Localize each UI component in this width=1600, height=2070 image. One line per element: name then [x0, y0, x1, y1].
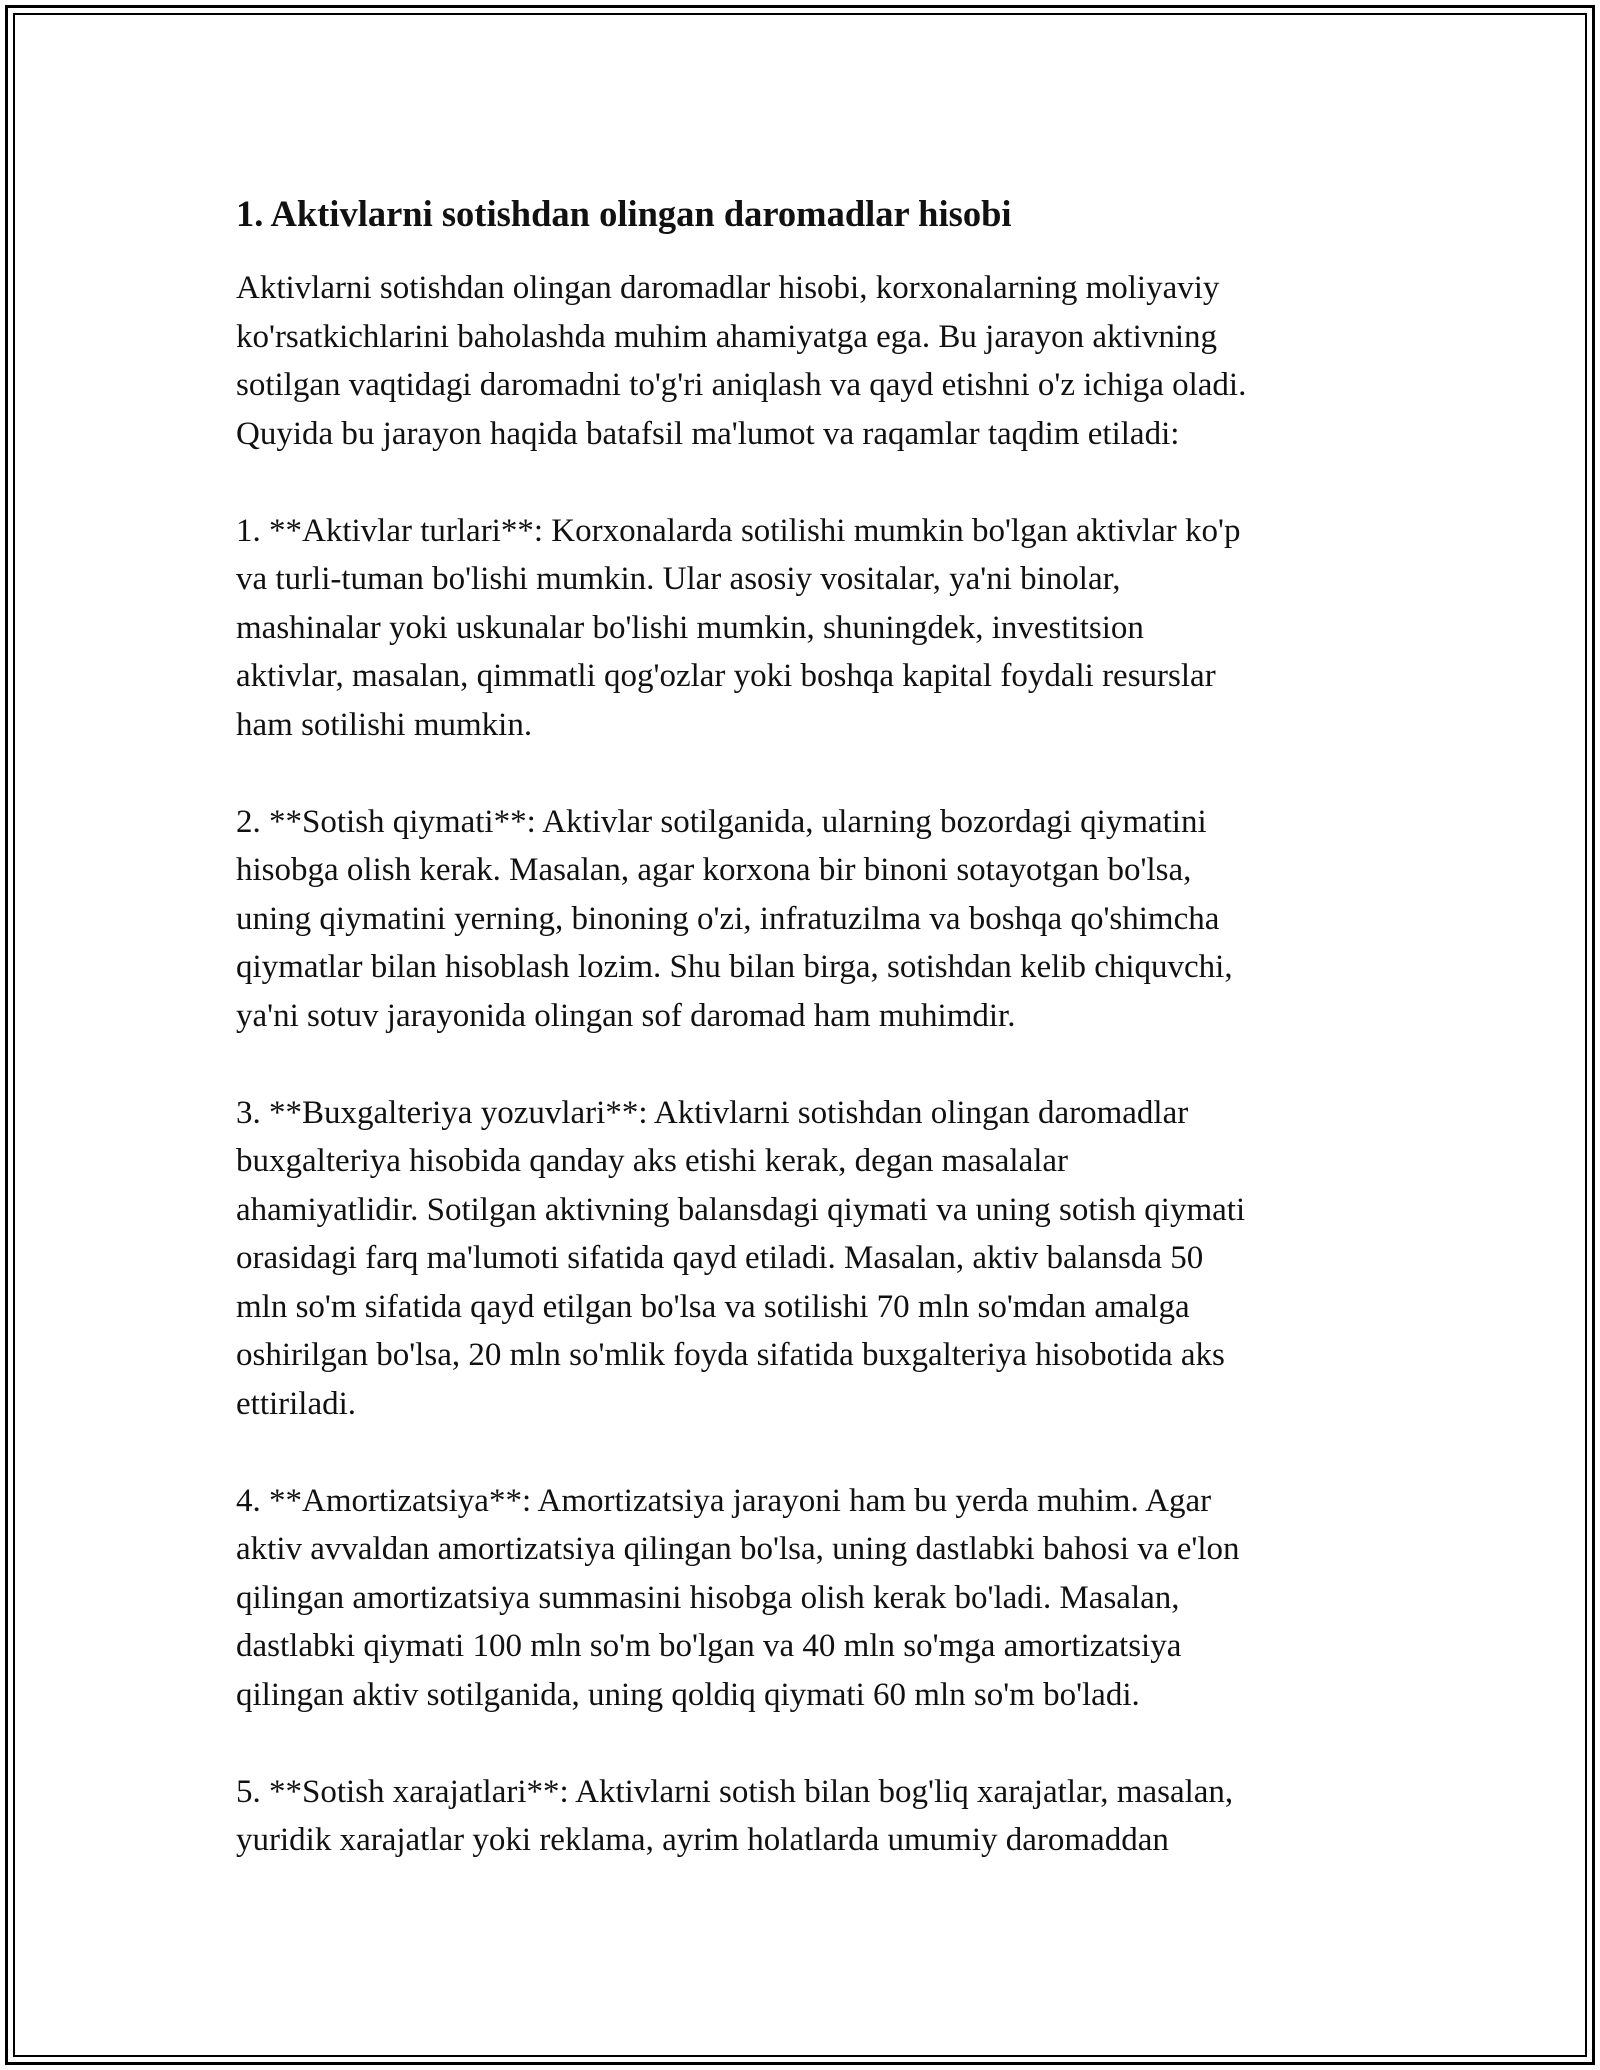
list-item-accounting-entries [236, 1089, 1366, 1429]
text-line: buxgalteriya hisobida qanday aks etishi kerak, degan masalalar [236, 1143, 1069, 1179]
list-item-asset-types [236, 507, 1366, 750]
text-line: ahamiyatlidir. Sotilgan aktivning balansdagi qiymati va uning sotish qiymati [236, 1191, 1246, 1228]
text-line: ya'ni sotuv jarayonida olingan sof daromad ham muhimdir. [236, 997, 1016, 1034]
text-line: qiymatlar bilan hisoblash lozim. Shu bilan birga, sotishdan kelib chiquvchi, [236, 949, 1233, 985]
page-title: 1. Aktivlarni sotishdan olingan daromadlar hisobi [236, 193, 1012, 234]
text-line: Aktivlarni sotishdan olingan daromadlar hisobi, korxonalarning moliyaviy [236, 270, 1220, 306]
list-item-sale-value [236, 798, 1366, 1041]
text-line: va turli-tuman bo'lishi mumkin. Ular asosiy vositalar, ya'ni binolar, [236, 561, 1121, 597]
text-line: ko'rsatkichlarini baholashda muhim ahamiyatga ega. Bu jarayon aktivning [236, 318, 1218, 355]
text-line: sotilgan vaqtidagi daromadni to'g'ri aniqlash va qayd etishni o'z ichiga oladi. [236, 367, 1247, 403]
text-line: mashinalar yoki uskunalar bo'lishi mumkin, shuningdek, investitsion [236, 609, 1144, 646]
text-line: 5. **Sotish xarajatlari**: Aktivlarni sotish bilan bog'liq xarajatlar, masalan, [236, 1773, 1234, 1810]
text-line: ham sotilishi mumkin. [236, 706, 533, 743]
text-line: qilingan amortizatsiya summasini hisobga olish kerak bo'ladi. Masalan, [236, 1579, 1180, 1616]
text-line: qilingan aktiv sotilganida, uning qoldiq qiymati 60 mln so'm bo'ladi. [236, 1676, 1140, 1713]
text-line: dastlabki qiymati 100 mln so'm bo'lgan va 40 mln so'mga amortizatsiya [236, 1628, 1182, 1664]
text-line: 1. **Aktivlar turlari**: Korxonalarda sotilishi mumkin bo'lgan aktivlar ko'p [236, 512, 1241, 549]
text-line: 4. **Amortizatsiya**: Amortizatsiya jarayoni ham bu yerda muhim. Agar [236, 1482, 1212, 1519]
text-line: 3. **Buxgalteriya yozuvlari**: Aktivlarni sotishdan olingan daromadlar [236, 1094, 1189, 1131]
list-item-sale-expenses [236, 1768, 1366, 1865]
list-item-amortization [236, 1477, 1366, 1720]
text-line: hisobga olish kerak. Masalan, agar korxona bir binoni sotayotgan bo'lsa, [236, 852, 1192, 888]
text-line: uning qiymatini yerning, binoning o'zi, infratuzilma va boshqa qo'shimcha [236, 900, 1220, 937]
text-line: 2. **Sotish qiymati**: Aktivlar sotilganida, ularning bozordagi qiymatini [236, 803, 1207, 840]
text-line: oshirilgan bo'lsa, 20 mln so'mlik foyda sifatida buxgalteriya hisobotida aks [236, 1337, 1225, 1373]
text-line: aktivlar, masalan, qimmatli qog'ozlar yoki boshqa kapital foydali resurslar [236, 658, 1216, 694]
text-line: mln so'm sifatida qayd etilgan bo'lsa va sotilishi 70 mln so'mdan amalga [236, 1288, 1190, 1325]
text-line: orasidagi farq ma'lumoti sifatida qayd etiladi. Masalan, aktiv balansda 50 [236, 1240, 1204, 1276]
text-line: yuridik xarajatlar yoki reklama, ayrim holatlarda umumiy daromaddan [236, 1822, 1169, 1858]
text-line: ettiriladi. [236, 1385, 357, 1422]
text-line: Quyida bu jarayon haqida batafsil ma'lumot va raqamlar taqdim etiladi: [236, 415, 1180, 452]
document-body [236, 190, 1366, 1913]
text-line: aktiv avvaldan amortizatsiya qilingan bo'lsa, uning dastlabki bahosi va e'lon [236, 1531, 1240, 1567]
intro-paragraph [236, 264, 1366, 458]
